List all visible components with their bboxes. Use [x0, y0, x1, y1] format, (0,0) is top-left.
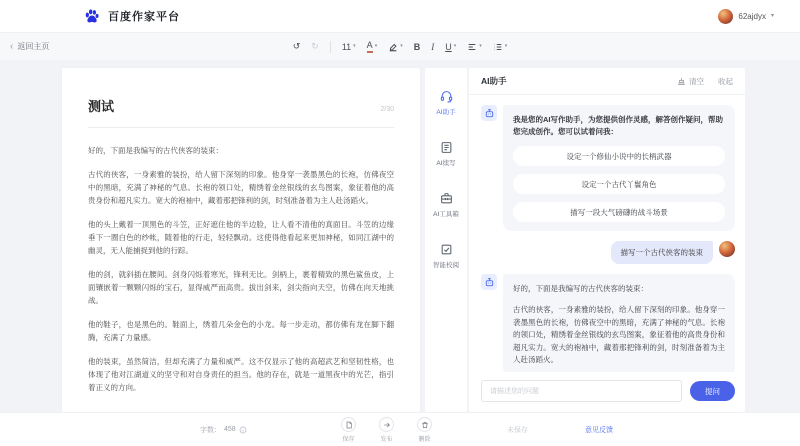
- ai-message: [481, 105, 735, 231]
- user-message: [481, 241, 735, 264]
- clear-chat-label: 清空: [689, 76, 704, 86]
- publish-circle: [379, 417, 394, 432]
- username: 62ajdyx: [738, 11, 766, 21]
- collapse-panel-button[interactable]: [718, 76, 733, 87]
- doc-paragraph[interactable]: 古代的侠客，一身素雅的装扮，给人留下深刻的印象。他身穿一袭墨黑色的长袍，仿佛夜空中的黑暗，充满了神秘的气息。长袍的领口处，精绣着金丝银线的玄鸟图案，象征着他的高贵身份和超凡实力。宽大的袍袖中，藏着那把锋利的剑，时刻准备着为主人赴汤蹈火。: [88, 170, 394, 205]
- file-icon: [345, 421, 353, 429]
- word-count-label: 字数：: [200, 426, 221, 434]
- document-actions: [341, 417, 432, 443]
- highlight-marker-icon: [388, 42, 398, 52]
- title-divider: [88, 127, 394, 128]
- chat-input-row: [469, 372, 745, 412]
- tab-label: AI助手: [436, 109, 456, 116]
- italic-icon: I: [431, 41, 435, 52]
- tab-smart-proofread[interactable]: [433, 243, 459, 269]
- underline-icon: U: [445, 41, 452, 52]
- font-size-value: 11: [341, 41, 352, 52]
- redo-icon: ↻: [311, 41, 319, 51]
- undo-icon: ↺: [292, 41, 301, 51]
- document-title-row: [88, 96, 394, 115]
- arrow-right-icon: [383, 421, 391, 429]
- delete-label: 删除: [418, 437, 431, 443]
- highlight-color-button[interactable]: [388, 42, 403, 52]
- suggestion-button[interactable]: 设定一个古代丫鬟角色: [513, 174, 725, 194]
- top-header: [0, 0, 800, 32]
- tab-ai-continue-writing[interactable]: [436, 141, 455, 167]
- robot-icon: [484, 277, 495, 288]
- ask-button[interactable]: 提问: [690, 381, 735, 401]
- document-title[interactable]: 测试: [88, 99, 115, 114]
- user-avatar: [719, 241, 735, 257]
- question-input[interactable]: [481, 380, 682, 402]
- chevron-down-icon: ▾: [353, 43, 356, 49]
- main-area: [0, 60, 800, 412]
- toolbar-divider: [330, 41, 331, 53]
- user-menu[interactable]: [718, 9, 774, 24]
- baidu-paw-logo-icon: [84, 8, 100, 24]
- toolbox-icon: [440, 192, 453, 205]
- app-title: 百度作家平台: [108, 11, 180, 23]
- check-square-icon: [440, 243, 453, 256]
- delete-button[interactable]: [417, 417, 432, 443]
- ai-tab-rail: [425, 68, 467, 412]
- list-button[interactable]: [493, 42, 508, 52]
- bullet-list-icon: [493, 42, 503, 52]
- bold-button[interactable]: [414, 42, 421, 52]
- suggestion-button[interactable]: 描写一段大气磅礴的战斗场景: [513, 202, 725, 222]
- bottom-bar: [0, 412, 800, 446]
- format-toolbar: [0, 32, 800, 60]
- ai-intro-bubble: [503, 105, 735, 231]
- collapse-label: 收起: [718, 76, 733, 86]
- chat-panel-title: AI助手: [481, 76, 507, 86]
- chevron-left-icon: ‹: [10, 40, 14, 52]
- chevron-down-icon: ▾: [479, 43, 482, 49]
- feedback-link[interactable]: 意见反馈: [585, 426, 613, 434]
- format-buttons: [293, 41, 508, 53]
- undo-button[interactable]: [293, 41, 301, 52]
- bold-icon: B: [413, 41, 421, 52]
- tab-label: AI工具箱: [433, 211, 459, 218]
- save-circle: [341, 417, 356, 432]
- ai-reply-body: 古代的侠客，一身素雅的装扮，给人留下深刻的印象。他身穿一袭墨黑色的长袍，仿佛夜空中的黑暗，充满了神秘的气息。长袍的领口处，精绣着金丝银线的玄鸟图案，象征着他的高贵身份和超凡实力。宽大的袍袖中，藏着那把锋利的剑，时刻准备着为主人赴汤蹈火。: [513, 305, 725, 364]
- tab-ai-toolbox[interactable]: [433, 192, 459, 218]
- font-color-icon: A: [367, 41, 373, 53]
- word-count-value: 458: [224, 426, 236, 433]
- chevron-down-icon: ▾: [504, 43, 508, 49]
- align-left-icon: [467, 42, 477, 52]
- save-button[interactable]: [341, 417, 356, 443]
- font-size-select[interactable]: [342, 42, 356, 52]
- ai-avatar: [481, 105, 497, 121]
- chevron-down-icon: ▾: [400, 43, 403, 49]
- user-message-bubble: 描写一个古代侠客的装束: [611, 241, 714, 264]
- document-pen-icon: [440, 141, 453, 154]
- doc-paragraph[interactable]: 好的，下面是我编写的古代侠客的装束：: [88, 146, 223, 155]
- tab-ai-assistant[interactable]: [436, 90, 455, 116]
- doc-paragraph[interactable]: 他的头上戴着一顶黑色的斗笠，正好遮住他的半边脸，让人看不清他的真面目。斗笠的边缘垂下一圈白色的纱帐，随着他的行走，轻轻飘动。这使得他看起来更加神秘，如同江湖中的幽灵，无人能捕捉到他的行踪。: [88, 220, 394, 255]
- save-status: 未保存: [507, 426, 528, 434]
- ai-assistant-panel: [469, 68, 745, 412]
- chevron-down-icon: ▾: [770, 13, 774, 19]
- chevron-down-icon: ▾: [374, 43, 378, 49]
- italic-button[interactable]: [431, 42, 434, 52]
- redo-button[interactable]: [311, 41, 319, 52]
- doc-paragraph[interactable]: 他的装束，虽然简洁，但却充满了力量和威严。这不仅显示了他的高超武艺和坚韧性格，也体现了他对江湖道义的坚守和对自身责任的担当。他的存在，就是一道黑夜中的光芒，指引着正义的方向。: [88, 357, 394, 392]
- chat-header: [469, 68, 745, 95]
- align-button[interactable]: [467, 42, 482, 52]
- robot-icon: [484, 108, 495, 119]
- font-color-button[interactable]: [367, 41, 378, 53]
- underline-button[interactable]: [445, 42, 456, 52]
- word-count: [200, 425, 247, 435]
- publish-button[interactable]: [379, 417, 394, 443]
- clear-chat-button[interactable]: [677, 76, 704, 87]
- user-avatar[interactable]: [718, 9, 733, 24]
- document-editor[interactable]: [62, 68, 420, 412]
- chevron-down-icon: ▾: [453, 43, 457, 49]
- suggestion-button[interactable]: 设定一个修仙小说中的长柄武器: [513, 146, 725, 166]
- doc-paragraph[interactable]: 他的剑，就斜插在腰间。剑身闪烁着寒光，锋利无比。剑柄上，裹着精致的黑色鲨鱼皮，上面镶嵌着一颗颗闪烁的宝石，显得威严而高贵。拔出剑来，剑尖指向天空，仿佛在向天地挑战。: [88, 270, 394, 305]
- doc-paragraph[interactable]: 他的鞋子，也是黑色的。鞋面上，绣着几朵金色的小龙。每一步走动，都仿佛有龙在脚下翻腾，充满了力量感。: [88, 320, 394, 342]
- ai-reply-intro: 好的，下面是我编写的古代侠客的装束：: [513, 284, 648, 293]
- chat-header-actions: [677, 76, 733, 87]
- tab-label: 智能校阅: [433, 262, 459, 269]
- document-body[interactable]: [88, 144, 394, 394]
- title-char-counter: 2/30: [380, 106, 394, 113]
- ai-intro-text: 我是您的AI写作助手，为您提供创作灵感，解答创作疑问，帮助您完成创作。您可以试着问我：: [513, 115, 723, 136]
- ai-avatar: [481, 274, 497, 290]
- save-label: 保存: [342, 437, 355, 443]
- headset-icon: [440, 90, 453, 103]
- broom-icon: [677, 77, 686, 86]
- ai-reply-bubble: [503, 274, 735, 372]
- back-home-link[interactable]: [10, 41, 49, 52]
- chat-message-list[interactable]: [469, 95, 745, 372]
- ai-message: [481, 274, 735, 372]
- publish-label: 发布: [380, 437, 393, 443]
- back-home-label: 返回主页: [17, 42, 50, 51]
- tab-label: AI续写: [436, 160, 456, 167]
- info-icon: [239, 426, 247, 434]
- trash-icon: [421, 421, 429, 429]
- delete-circle: [417, 417, 432, 432]
